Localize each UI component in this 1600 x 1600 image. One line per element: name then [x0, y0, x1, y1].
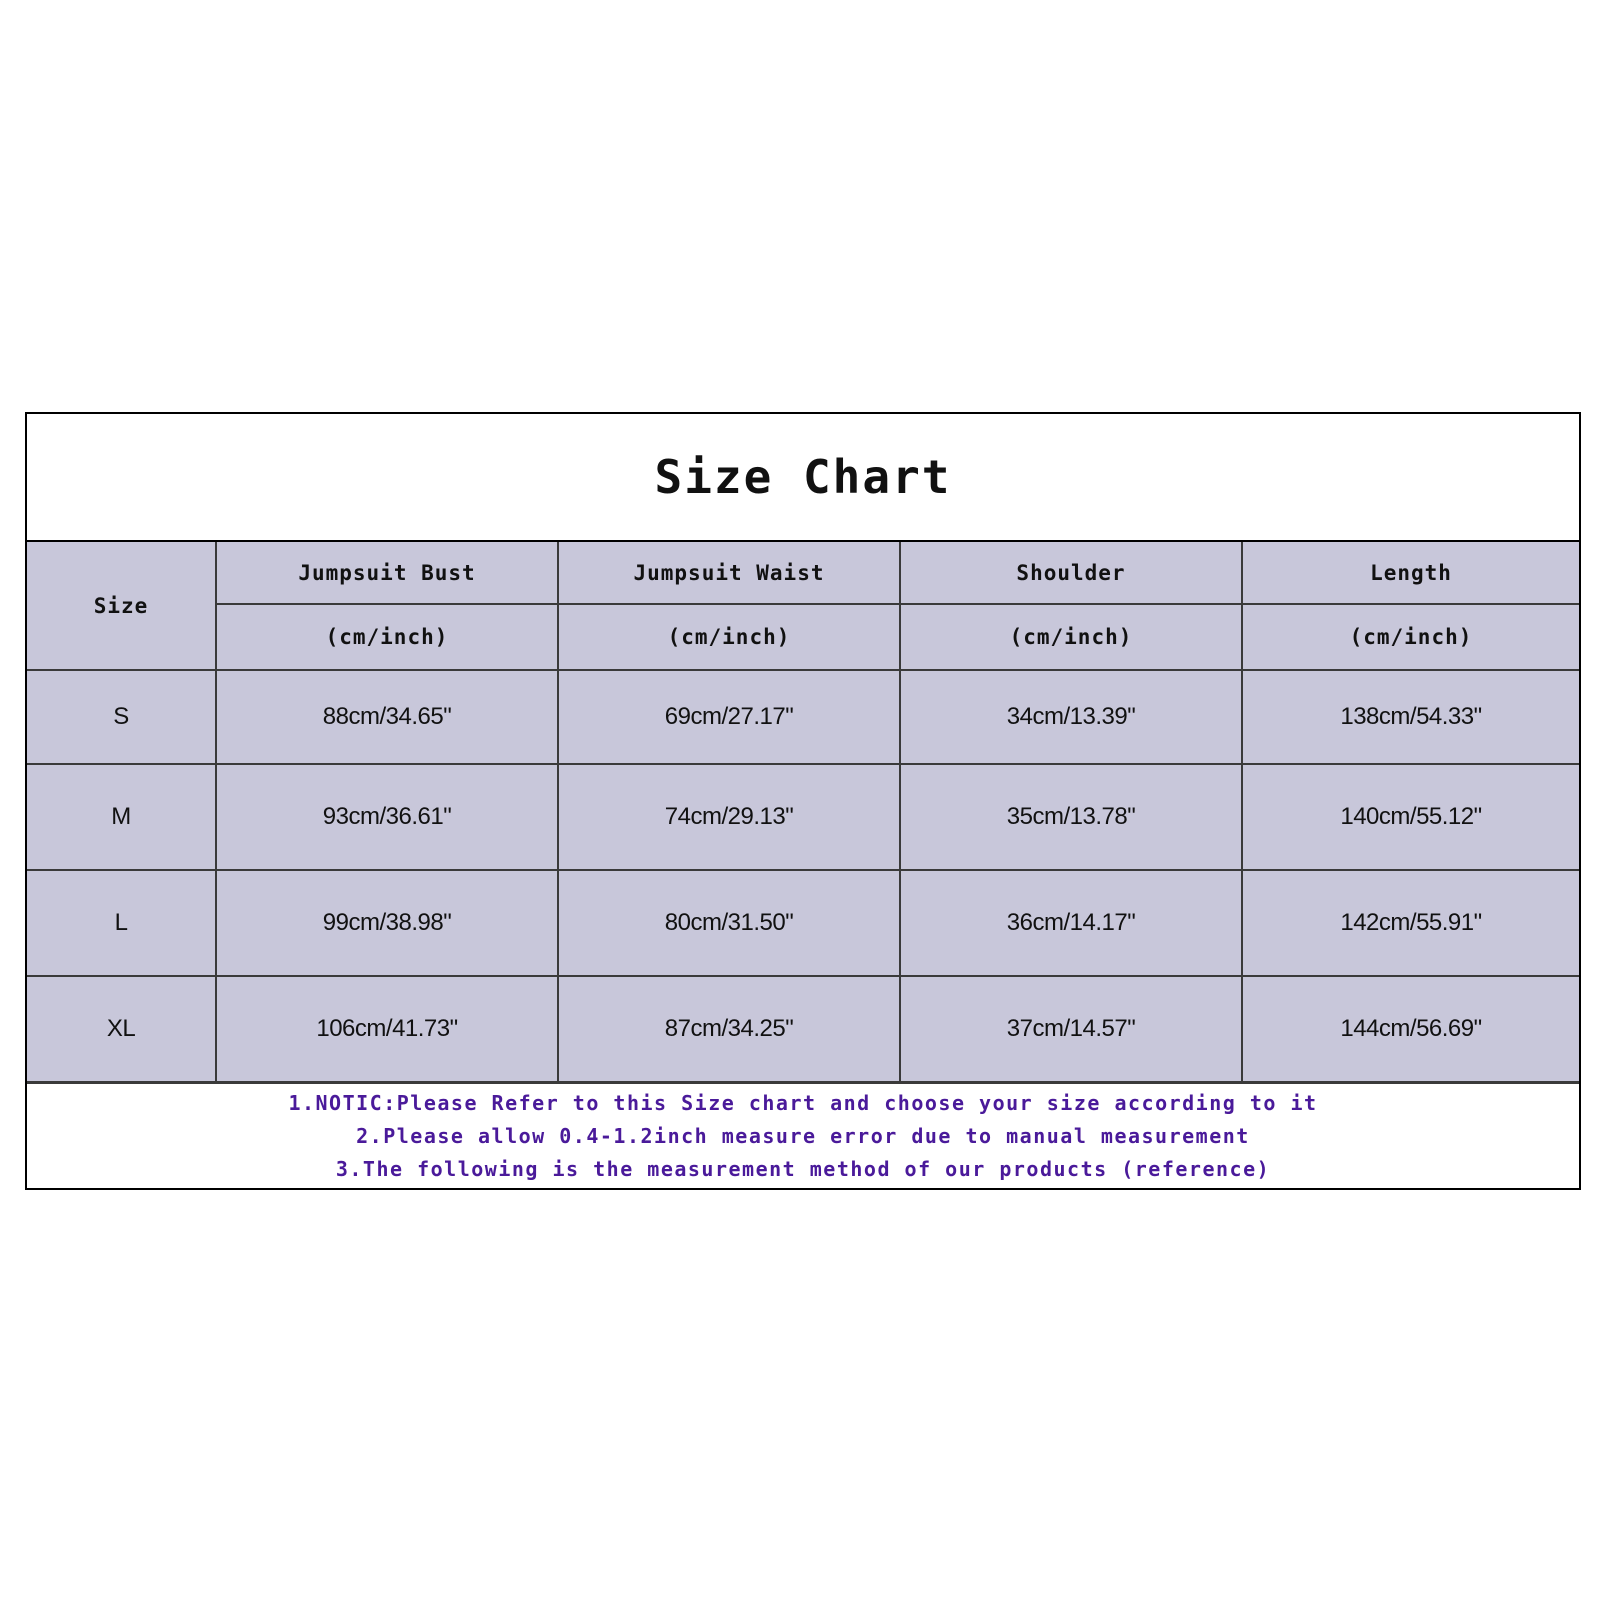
table-row — [27, 670, 1579, 764]
notes-section — [27, 1082, 1579, 1188]
size-label: XL — [27, 976, 216, 1082]
header-bust: Jumpsuit Bust — [216, 542, 558, 604]
waist-value: 80cm/31.50" — [558, 870, 900, 976]
length-value: 138cm/54.33" — [1242, 670, 1579, 764]
shoulder-value: 35cm/13.78" — [900, 764, 1242, 870]
shoulder-value: 36cm/14.17" — [900, 870, 1242, 976]
unit-shoulder: (cm/inch) — [900, 604, 1242, 670]
waist-value: 69cm/27.17" — [558, 670, 900, 764]
size-label: S — [27, 670, 216, 764]
waist-value: 87cm/34.25" — [558, 976, 900, 1082]
unit-row — [27, 604, 1579, 670]
shoulder-value: 34cm/13.39" — [900, 670, 1242, 764]
header-length: Length — [1242, 542, 1579, 604]
unit-length: (cm/inch) — [1242, 604, 1579, 670]
unit-bust: (cm/inch) — [216, 604, 558, 670]
unit-waist: (cm/inch) — [558, 604, 900, 670]
bust-value: 99cm/38.98" — [216, 870, 558, 976]
table-row — [27, 976, 1579, 1082]
note-line: 1.NOTIC:Please Refer to this Size chart and choose your size according to it — [288, 1090, 1318, 1115]
header-size: Size — [27, 542, 216, 670]
length-value: 142cm/55.91" — [1242, 870, 1579, 976]
table-row — [27, 764, 1579, 870]
bust-value: 88cm/34.65" — [216, 670, 558, 764]
header-row — [27, 542, 1579, 604]
bust-value: 106cm/41.73" — [216, 976, 558, 1082]
length-value: 144cm/56.69" — [1242, 976, 1579, 1082]
note-line: 2.Please allow 0.4-1.2inch measure error due to manual measurement — [356, 1123, 1250, 1148]
header-shoulder: Shoulder — [900, 542, 1242, 604]
bust-value: 93cm/36.61" — [216, 764, 558, 870]
length-value: 140cm/55.12" — [1242, 764, 1579, 870]
header-waist: Jumpsuit Waist — [558, 542, 900, 604]
table-row — [27, 870, 1579, 976]
waist-value: 74cm/29.13" — [558, 764, 900, 870]
size-chart — [25, 412, 1581, 1190]
shoulder-value: 37cm/14.57" — [900, 976, 1242, 1082]
size-label: M — [27, 764, 216, 870]
note-line: 3.The following is the measurement method of our products (reference) — [335, 1156, 1271, 1181]
chart-title: Size Chart — [27, 414, 1579, 542]
size-table — [27, 542, 1579, 1083]
size-label: L — [27, 870, 216, 976]
